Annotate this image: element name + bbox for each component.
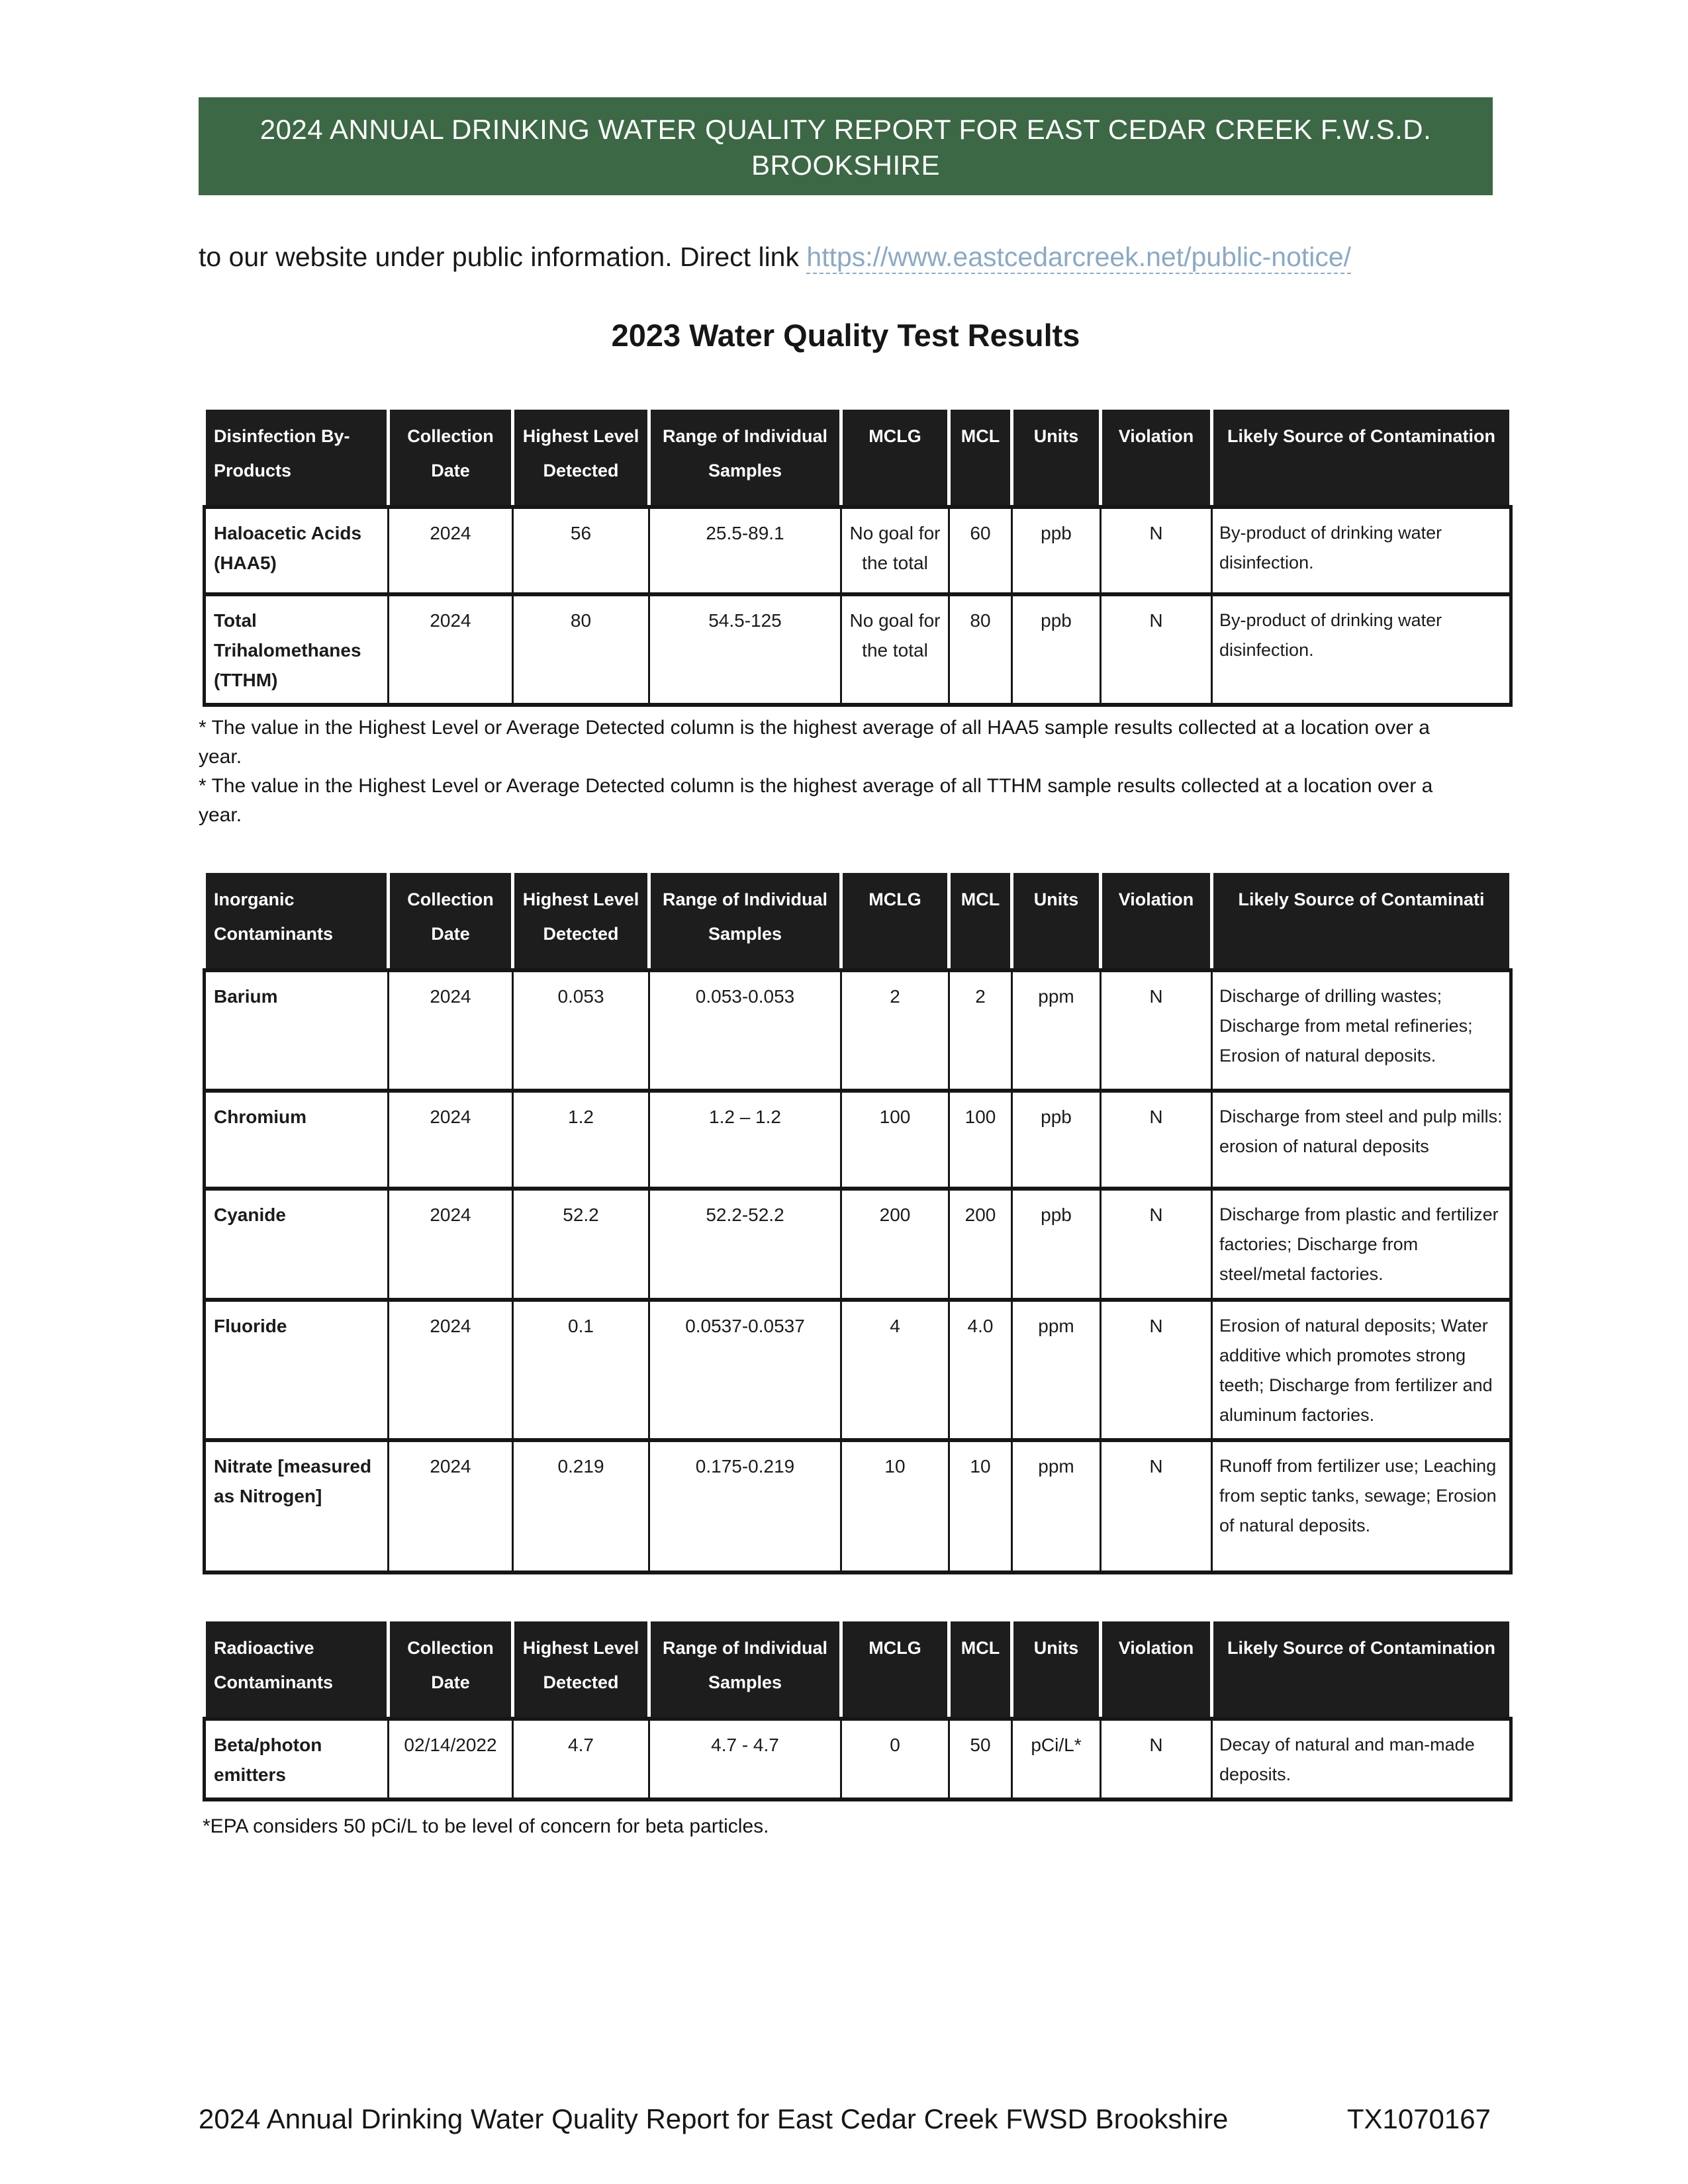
value-cell: ppm bbox=[1012, 1300, 1101, 1440]
table-row bbox=[205, 970, 1511, 1091]
column-header: Violation bbox=[1101, 1620, 1212, 1719]
column-header: MCLG bbox=[841, 872, 949, 971]
column-header: Collection Date bbox=[389, 1620, 513, 1719]
value-cell: pCi/L* bbox=[1012, 1719, 1101, 1799]
header-row bbox=[205, 872, 1511, 971]
value-cell: 54.5-125 bbox=[649, 594, 841, 705]
likely-source-cell: Decay of natural and man-made deposits. bbox=[1212, 1719, 1511, 1799]
value-cell: 0.0537-0.0537 bbox=[649, 1300, 841, 1440]
value-cell: 56 bbox=[513, 507, 649, 594]
value-cell: 0 bbox=[841, 1719, 949, 1799]
value-cell: ppm bbox=[1012, 1440, 1101, 1572]
page-footer bbox=[199, 2103, 1491, 2135]
table-row bbox=[205, 1719, 1511, 1799]
column-header: Disinfection By-Products bbox=[205, 408, 389, 508]
column-header: Highest Level Detected bbox=[513, 1620, 649, 1719]
value-cell: 10 bbox=[841, 1440, 949, 1572]
column-header: Highest Level Detected bbox=[513, 408, 649, 508]
value-cell: 0.053 bbox=[513, 970, 649, 1091]
likely-source-cell: Erosion of natural deposits; Water additive which promotes strong teeth; Discharge from fertilizer and aluminum factories. bbox=[1212, 1300, 1511, 1440]
column-header: Collection Date bbox=[389, 408, 513, 508]
table-row bbox=[205, 507, 1511, 594]
column-header: Range of Individual Samples bbox=[649, 1620, 841, 1719]
value-cell: 4.7 bbox=[513, 1719, 649, 1799]
value-cell: N bbox=[1101, 1440, 1212, 1572]
footnote: * The value in the Highest Level or Average Detected column is the highest average of all TTHM sample results collected at a location over a year. bbox=[199, 775, 1433, 826]
intro-text: to our website under public information. Direct link bbox=[199, 242, 807, 272]
contaminant-name: Barium bbox=[205, 970, 389, 1091]
table-row bbox=[205, 594, 1511, 705]
column-header: MCLG bbox=[841, 408, 949, 508]
website-link[interactable]: https://www.eastcedarcreek.net/public-notice/ bbox=[806, 242, 1352, 272]
radioactive-footnote: *EPA considers 50 pCi/L to be level of concern for beta particles. bbox=[203, 1815, 769, 1837]
value-cell: ppb bbox=[1012, 594, 1101, 705]
value-cell: 25.5-89.1 bbox=[649, 507, 841, 594]
contaminant-name: Cyanide bbox=[205, 1189, 389, 1300]
column-header: Likely Source of Contamination bbox=[1212, 1620, 1511, 1719]
value-cell: 4.0 bbox=[949, 1300, 1012, 1440]
value-cell: 2024 bbox=[389, 594, 513, 705]
contaminant-name: Chromium bbox=[205, 1091, 389, 1189]
footer-system-id: TX1070167 bbox=[1346, 2103, 1491, 2134]
value-cell: 200 bbox=[949, 1189, 1012, 1300]
likely-source-cell: By-product of drinking water disinfection. bbox=[1212, 594, 1511, 705]
value-cell: 0.175-0.219 bbox=[649, 1440, 841, 1572]
value-cell: 1.2 – 1.2 bbox=[649, 1091, 841, 1189]
value-cell: ppb bbox=[1012, 1189, 1101, 1300]
likely-source-cell: Runoff from fertilizer use; Leaching from septic tanks, sewage; Erosion of natural deposits. bbox=[1212, 1440, 1511, 1572]
contaminant-name: Beta/photon emitters bbox=[205, 1719, 389, 1799]
column-header: MCLG bbox=[841, 1620, 949, 1719]
column-header: MCL bbox=[949, 1620, 1012, 1719]
radioactive-contaminants-table bbox=[203, 1618, 1513, 1801]
value-cell: 52.2 bbox=[513, 1189, 649, 1300]
value-cell: ppm bbox=[1012, 970, 1101, 1091]
column-header: Inorganic Contaminants bbox=[205, 872, 389, 971]
value-cell: 2024 bbox=[389, 1091, 513, 1189]
report-banner bbox=[199, 97, 1493, 195]
value-cell: 2 bbox=[949, 970, 1012, 1091]
value-cell: 2024 bbox=[389, 1300, 513, 1440]
column-header: Collection Date bbox=[389, 872, 513, 971]
table-row bbox=[205, 1300, 1511, 1440]
likely-source-cell: Discharge from plastic and fertilizer factories; Discharge from steel/metal factories. bbox=[1212, 1189, 1511, 1300]
likely-source-cell: Discharge from steel and pulp mills: erosion of natural deposits bbox=[1212, 1091, 1511, 1189]
footer-text: 2024 Annual Drinking Water Quality Report for East Cedar Creek FWSD Brookshire bbox=[199, 2103, 1229, 2134]
value-cell: ppb bbox=[1012, 1091, 1101, 1189]
value-cell: 2024 bbox=[389, 970, 513, 1091]
value-cell: N bbox=[1101, 594, 1212, 705]
value-cell: 60 bbox=[949, 507, 1012, 594]
value-cell: N bbox=[1101, 970, 1212, 1091]
value-cell: 100 bbox=[841, 1091, 949, 1189]
column-header: Violation bbox=[1101, 408, 1212, 508]
banner-line1: 2024 ANNUAL DRINKING WATER QUALITY REPORT FOR EAST CEDAR CREEK F.W.S.D. bbox=[259, 114, 1432, 145]
value-cell: 0.1 bbox=[513, 1300, 649, 1440]
column-header: Violation bbox=[1101, 872, 1212, 971]
header-row bbox=[205, 1620, 1511, 1719]
intro-paragraph bbox=[199, 231, 1516, 283]
table-row bbox=[205, 1440, 1511, 1572]
value-cell: N bbox=[1101, 1300, 1212, 1440]
section-title: 2023 Water Quality Test Results bbox=[611, 318, 1080, 353]
contaminant-name: Fluoride bbox=[205, 1300, 389, 1440]
likely-source-cell: By-product of drinking water disinfection. bbox=[1212, 507, 1511, 594]
column-header: Units bbox=[1012, 1620, 1101, 1719]
value-cell: 02/14/2022 bbox=[389, 1719, 513, 1799]
banner-line2: BROOKSHIRE bbox=[751, 150, 941, 181]
inorganic-contaminants-table bbox=[203, 870, 1513, 1574]
value-cell: 1.2 bbox=[513, 1091, 649, 1189]
value-cell: 0.053-0.053 bbox=[649, 970, 841, 1091]
disinfection-footnotes bbox=[199, 713, 1443, 830]
column-header: Likely Source of Contamination bbox=[1212, 408, 1511, 508]
value-cell: 0.219 bbox=[513, 1440, 649, 1572]
table-row bbox=[205, 1189, 1511, 1300]
value-cell: 2024 bbox=[389, 1440, 513, 1572]
value-cell: 4.7 - 4.7 bbox=[649, 1719, 841, 1799]
column-header: Likely Source of Contaminati bbox=[1212, 872, 1511, 971]
column-header: Highest Level Detected bbox=[513, 872, 649, 971]
value-cell: N bbox=[1101, 507, 1212, 594]
contaminant-name: Nitrate [measured as Nitrogen] bbox=[205, 1440, 389, 1572]
value-cell: 4 bbox=[841, 1300, 949, 1440]
column-header: Units bbox=[1012, 408, 1101, 508]
value-cell: 50 bbox=[949, 1719, 1012, 1799]
table-row bbox=[205, 1091, 1511, 1189]
likely-source-cell: Discharge of drilling wastes; Discharge from metal refineries; Erosion of natural deposits. bbox=[1212, 970, 1511, 1091]
value-cell: ppb bbox=[1012, 507, 1101, 594]
value-cell: 2 bbox=[841, 970, 949, 1091]
header-row bbox=[205, 408, 1511, 508]
value-cell: No goal for the total bbox=[841, 594, 949, 705]
column-header: Units bbox=[1012, 872, 1101, 971]
value-cell: 100 bbox=[949, 1091, 1012, 1189]
value-cell: 200 bbox=[841, 1189, 949, 1300]
disinfection-byproducts-table bbox=[203, 406, 1513, 707]
value-cell: 10 bbox=[949, 1440, 1012, 1572]
value-cell: 2024 bbox=[389, 507, 513, 594]
value-cell: N bbox=[1101, 1091, 1212, 1189]
column-header: MCL bbox=[949, 408, 1012, 508]
column-header: Radioactive Contaminants bbox=[205, 1620, 389, 1719]
column-header: MCL bbox=[949, 872, 1012, 971]
value-cell: 2024 bbox=[389, 1189, 513, 1300]
value-cell: 80 bbox=[949, 594, 1012, 705]
footnote: * The value in the Highest Level or Average Detected column is the highest average of all HAA5 sample results collected at a location over a year. bbox=[199, 717, 1430, 768]
value-cell: N bbox=[1101, 1189, 1212, 1300]
value-cell: N bbox=[1101, 1719, 1212, 1799]
value-cell: No goal for the total bbox=[841, 507, 949, 594]
column-header: Range of Individual Samples bbox=[649, 408, 841, 508]
contaminant-name: Total Trihalomethanes (TTHM) bbox=[205, 594, 389, 705]
contaminant-name: Haloacetic Acids (HAA5) bbox=[205, 507, 389, 594]
column-header: Range of Individual Samples bbox=[649, 872, 841, 971]
value-cell: 52.2-52.2 bbox=[649, 1189, 841, 1300]
value-cell: 80 bbox=[513, 594, 649, 705]
